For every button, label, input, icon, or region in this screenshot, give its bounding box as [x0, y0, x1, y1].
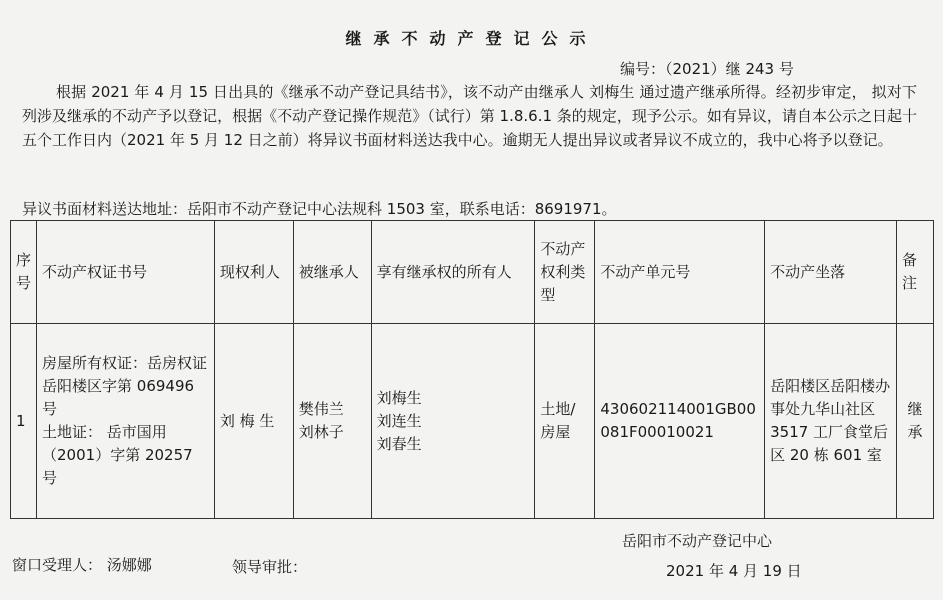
- announcement-paragraph: 根据 2021 年 4 月 15 日出具的《继承不动产登记具结书》，该不动产由继承人 刘梅生 通过遗产继承所得。经初步审定， 拟对下列涉及继承的不动产予以登记，根据《不动产登记操作规范》（试行）第 1.8.6.1 条的规定，现予公示。如有异议，请自本公示之日起十五个工作日内（2021 年 5 月 12 日之前）将异议书面材料送达我中心。逾期无人提出异议或者异议不成立的，我中心将予以登记。: [22, 83, 917, 149]
- cell-holder: 刘 梅 生: [214, 324, 293, 519]
- cell-seq: 1: [11, 324, 37, 519]
- heir-2: 刘连生: [376, 411, 422, 430]
- decedent-1: 樊伟兰: [298, 400, 344, 418]
- cell-note: 继承: [896, 324, 933, 519]
- objection-address: 异议书面材料送达地址：岳阳市不动产登记中心法规科 1503 室，联系电话：8691971。: [22, 200, 617, 218]
- header-decedent: 被继承人: [293, 221, 371, 324]
- heir-3: 刘春生: [376, 434, 422, 453]
- cell-location: 岳阳楼区岳阳楼办事处九华山社区 3517 工厂食堂后区 20 栋 601 室: [765, 324, 897, 519]
- window-acceptor: 窗口受理人： 汤娜娜: [12, 556, 152, 574]
- cell-heirs: [371, 324, 535, 519]
- cert-house: 房屋所有权证：岳房权证岳阳楼区字第 069496 号: [42, 354, 208, 418]
- header-unit: 不动产单元号: [595, 221, 765, 324]
- table-row: [11, 324, 934, 519]
- registration-table: [10, 220, 934, 519]
- header-holder: 现权利人: [214, 221, 293, 324]
- leader-approval: 领导审批：: [232, 558, 308, 576]
- cell-unit: 430602114001GB00081F00010021: [595, 324, 765, 519]
- issue-date: 2021 年 4 月 19 日: [666, 562, 802, 580]
- header-cert: 不动产权证书号: [37, 221, 215, 324]
- page-title: 继承不动产登记公示: [345, 29, 598, 48]
- heir-1: 刘梅生: [376, 388, 422, 407]
- cell-right-type: 土地/房屋: [535, 324, 595, 519]
- table-header-row: [11, 221, 934, 324]
- decedent-2: 刘林子: [298, 423, 344, 441]
- doc-number: 编号：（2021）继 243 号: [620, 60, 794, 78]
- header-location: 不动产坐落: [765, 221, 897, 324]
- issuing-org: 岳阳市不动产登记中心: [622, 532, 773, 550]
- cell-cert: [37, 324, 215, 519]
- header-right-type: 不动产权利类型: [535, 221, 595, 324]
- cell-decedent: [293, 324, 371, 519]
- header-heirs: 享有继承权的所有人: [371, 221, 535, 324]
- header-seq: 序号: [11, 221, 37, 324]
- cert-land: 土地证： 岳市国用（2001）字第 20257 号: [42, 423, 193, 487]
- header-note: 备注: [896, 221, 933, 324]
